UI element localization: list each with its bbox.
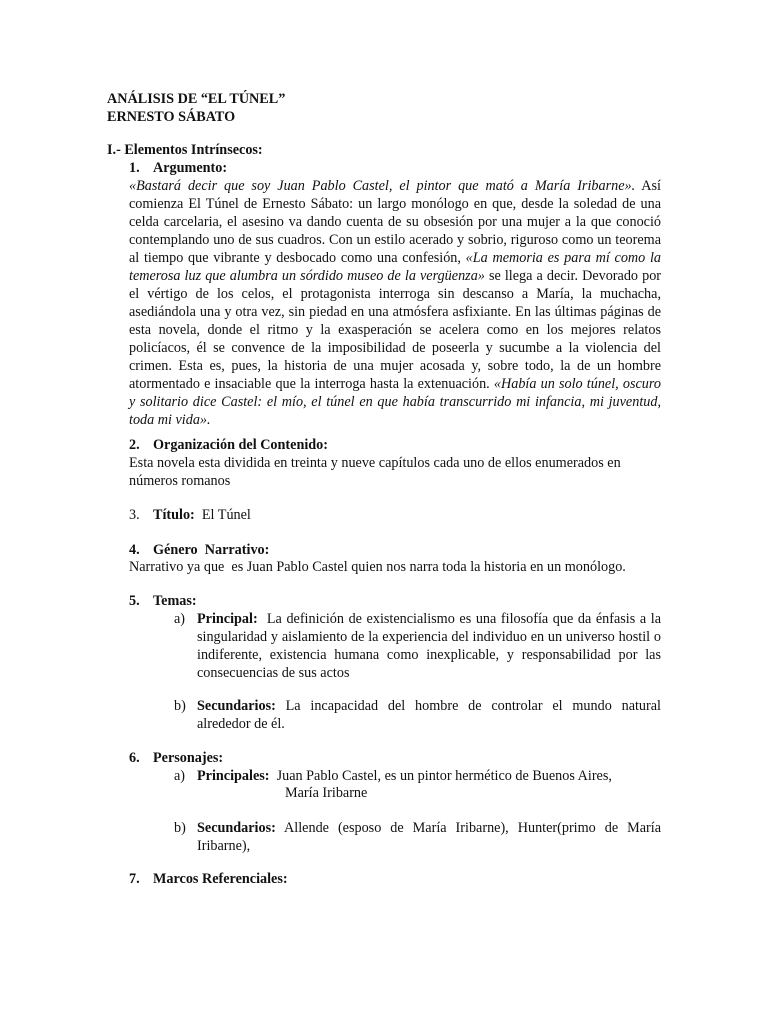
organizacion-heading: Organización del Contenido:: [153, 437, 328, 453]
titulo-value: El Túnel: [201, 507, 251, 523]
temas-principal-label: Principal:: [197, 611, 258, 627]
temas-principal: [197, 610, 665, 682]
argumento-quote-memoria: «La memoria es para mí como la temerosa luz que alumbra un sórdido museo de la vergüenza»: [129, 250, 662, 284]
argumento-heading: Argumento:: [153, 160, 228, 176]
personajes-number: 6.: [129, 750, 140, 766]
organizacion-text: Esta novela esta dividida en treinta y nueve capítulos cada uno de ellos enumerados en números romanos: [129, 455, 621, 489]
argumento-quote-opening: «Bastará decir que soy Juan Pablo Castel, el pintor que mató a María Iribarne».: [129, 178, 636, 194]
temas-secundarios-label: Secundarios:: [197, 698, 276, 714]
organizacion-number: 2.: [129, 437, 140, 453]
marcos-heading: Marcos Referenciales:: [153, 871, 288, 887]
section-heading: I.- Elementos Intrínsecos:: [107, 142, 263, 158]
temas-secundarios-text: La incapacidad del hombre de controlar el mundo natural alrededor de él.: [197, 698, 665, 732]
genero-heading: Género Narrativo:: [153, 542, 270, 558]
argumento-paragraph: [129, 177, 661, 429]
temas-secundarios: [197, 697, 665, 733]
argumento-number: 1.: [129, 160, 140, 176]
temas-number: 5.: [129, 593, 140, 609]
document-title: ANÁLISIS DE “EL TÚNEL”: [107, 91, 286, 107]
temas-a-marker: a): [174, 611, 186, 627]
personajes-principales-line2: María Iribarne: [285, 785, 368, 801]
argumento-quote-tunel: «Había un solo túnel, oscuro y solitario dice Castel: el mío, el túnel en que había transcurrido mi infancia, mi juventud, toda mi vida».: [129, 376, 661, 428]
temas-heading: Temas:: [153, 593, 197, 609]
titulo-line: [153, 506, 251, 524]
genero-number: 4.: [129, 542, 140, 558]
personajes-heading: Personajes:: [153, 750, 224, 766]
argumento-text-2: se llega a decir. Devorado por el vértigo de los celos, el protagonista interroga sin descanso a María, la muchacha, asediándola una y otra vez, sin piedad en una atmósfera asfixiante. En las últimas páginas de esta novela, donde el ritmo y la exasperación se acelera como en los mejores relatos policíacos, él se convence de la imposibilidad de poseerla y sucumbe a la violencia del crimen. Esta es, pues, la historia de una mujer acosada y, sobre todo, la de un hombre atormentado e insaciable que la interroga hasta la extenuación.: [129, 268, 662, 392]
argumento-text-1: Así comienza El Túnel de Ernesto Sábato: un largo monólogo en que, desde la soledad de una celda carcelaria, el asesino va dando cuenta de su obsesión por una mujer a la que conoció contemplando uno de sus cuadros. Con un estilo acerado y sobrio, riguroso como un teorema al tiempo que vibrante y desbocado como una confesión,: [129, 178, 661, 266]
marcos-number: 7.: [129, 871, 140, 887]
titulo-number: 3.: [129, 507, 140, 523]
temas-b-marker: b): [174, 698, 186, 714]
personajes-secundarios: [197, 819, 665, 855]
personajes-b-marker: b): [174, 820, 186, 836]
personajes-principales-line1: Juan Pablo Castel, es un pintor hermético de Buenos Aires,: [269, 768, 612, 784]
genero-text: Narrativo ya que es Juan Pablo Castel quien nos narra toda la historia en un monólogo.: [129, 559, 626, 575]
document-author: ERNESTO SÁBATO: [107, 109, 236, 125]
personajes-a-marker: a): [174, 768, 186, 784]
temas-principal-text: La definición de existencialismo es una filosofía que da énfasis a la singularidad y aislamiento de la experiencia del individuo en un universo hostil o indiferente, existencia humana como inexplicable, y responsabilidad por las consecuencias de sus actos: [197, 611, 665, 681]
personajes-secundarios-label: Secundarios:: [197, 820, 276, 836]
personajes-secundarios-text: Allende (esposo de María Iribarne), Hunter(primo de María Iribarne),: [197, 820, 665, 854]
personajes-principales-label: Principales:: [197, 768, 270, 784]
personajes-principales: [197, 767, 612, 785]
titulo-label: Título:: [153, 507, 195, 523]
